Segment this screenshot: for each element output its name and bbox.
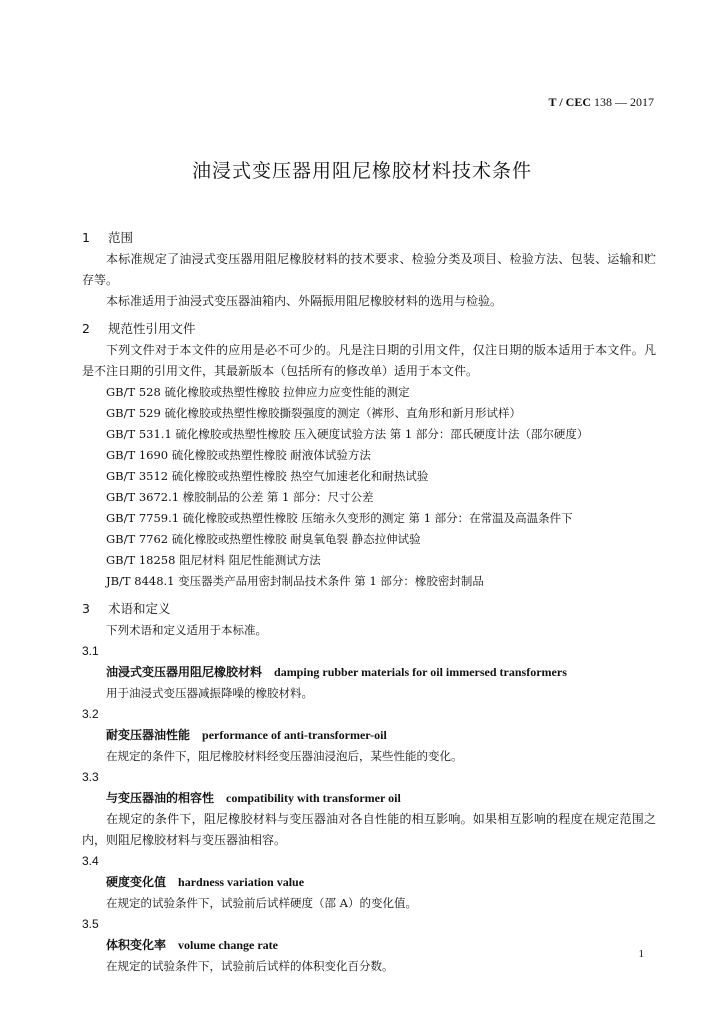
reference-item: GB/T 7762 硫化橡胶或热塑性橡胶 耐臭氧龟裂 静态拉伸试验 xyxy=(106,532,421,546)
term-name xyxy=(82,725,656,746)
term-number: 3.3 xyxy=(82,770,99,784)
term-number: 3.2 xyxy=(82,707,99,721)
section-title: 范围 xyxy=(107,230,133,245)
term-en: compatibility with transformer oil xyxy=(226,791,401,805)
paragraph: 本标准规定了油浸式变压器用阻尼橡胶材料的技术要求、检验分类及项目、检验方法、包装、运输和贮存等。 xyxy=(82,252,656,287)
reference-item: GB/T 529 硫化橡胶或热塑性橡胶撕裂强度的测定（裤形、直角形和新月形试样） xyxy=(106,406,521,420)
term-definition: 在规定的试验条件下，试验前后试样硬度（邵 A）的变化值。 xyxy=(106,896,417,910)
term-zh: 耐变压器油性能 xyxy=(106,728,191,742)
term-zh: 硬度变化值 xyxy=(106,875,167,889)
section-3-heading xyxy=(82,598,656,620)
term-name xyxy=(82,788,656,809)
reference-item: GB/T 18258 阻尼材料 阻尼性能测试方法 xyxy=(106,553,321,567)
reference-item: GB/T 528 硫化橡胶或热塑性橡胶 拉伸应力应变性能的测定 xyxy=(106,385,410,399)
section-number: 1 xyxy=(82,230,90,245)
term-en: performance of anti-transformer-oil xyxy=(202,728,387,742)
reference-item: GB/T 1690 硫化橡胶或热塑性橡胶 耐液体试验方法 xyxy=(106,448,371,462)
term-number: 3.5 xyxy=(82,917,99,931)
paragraph: 下列术语和定义适用于本标准。 xyxy=(106,623,267,637)
term-en: damping rubber materials for oil immersed transformers xyxy=(274,665,567,679)
term-zh: 体积变化率 xyxy=(106,938,167,952)
document-title: 油浸式变压器用阻尼橡胶材料技术条件 xyxy=(191,160,532,182)
term-name xyxy=(82,935,656,956)
standard-code: 138 — 2017 xyxy=(591,95,654,109)
section-1-heading xyxy=(82,227,656,249)
section-title: 术语和定义 xyxy=(107,601,171,616)
reference-item: GB/T 3512 硫化橡胶或热塑性橡胶 热空气加速老化和耐热试验 xyxy=(106,469,429,483)
section-2-heading xyxy=(82,318,656,340)
reference-item: GB/T 531.1 硫化橡胶或热塑性橡胶 压入硬度试验方法 第 1 部分：邵氏硬度计法（邵尔硬度） xyxy=(106,427,589,441)
section-number: 3 xyxy=(82,601,90,616)
section-number: 2 xyxy=(82,321,90,336)
paragraph: 下列文件对于本文件的应用是必不可少的。凡是注日期的引用文件，仅注日期的版本适用于本文件。凡是不注日期的引用文件，其最新版本（包括所有的修改单）适用于本文件。 xyxy=(82,343,656,378)
reference-item: GB/T 3672.1 橡胶制品的公差 第 1 部分：尺寸公差 xyxy=(106,490,374,504)
section-title: 规范性引用文件 xyxy=(107,321,196,336)
reference-item: GB/T 7759.1 硫化橡胶或热塑性橡胶 压缩永久变形的测定 第 1 部分：在常温及高温条件下 xyxy=(106,511,573,525)
reference-item: JB/T 8448.1 变压器类产品用密封制品技术条件 第 1 部分：橡胶密封制品 xyxy=(106,574,484,588)
page-number: 1 xyxy=(638,948,644,960)
term-definition: 用于油浸式变压器减振降噪的橡胶材料。 xyxy=(106,686,313,700)
term-en: hardness variation value xyxy=(178,875,305,889)
standard-number xyxy=(549,95,654,110)
term-en: volume change rate xyxy=(178,938,278,952)
term-zh: 与变压器油的相容性 xyxy=(106,791,215,805)
term-number: 3.1 xyxy=(82,644,99,658)
term-definition: 在规定的试验条件下，试验前后试样的体积变化百分数。 xyxy=(106,959,394,973)
term-definition: 在规定的条件下，阻尼橡胶材料经变压器油浸泡后，某些性能的变化。 xyxy=(106,749,463,763)
standard-prefix: T / CEC xyxy=(548,95,591,109)
term-number: 3.4 xyxy=(82,854,99,868)
term-name xyxy=(82,662,656,683)
term-name xyxy=(82,872,656,893)
term-definition: 在规定的条件下，阻尼橡胶材料与变压器油对各自性能的相互影响。如果相互影响的程度在规定范围之内，则阻尼橡胶材料与变压器油相容。 xyxy=(82,812,656,847)
term-zh: 油浸式变压器用阻尼橡胶材料 xyxy=(106,665,263,679)
paragraph: 本标准适用于油浸式变压器油箱内、外隔振用阻尼橡胶材料的选用与检验。 xyxy=(106,294,503,308)
document-body xyxy=(82,225,656,977)
